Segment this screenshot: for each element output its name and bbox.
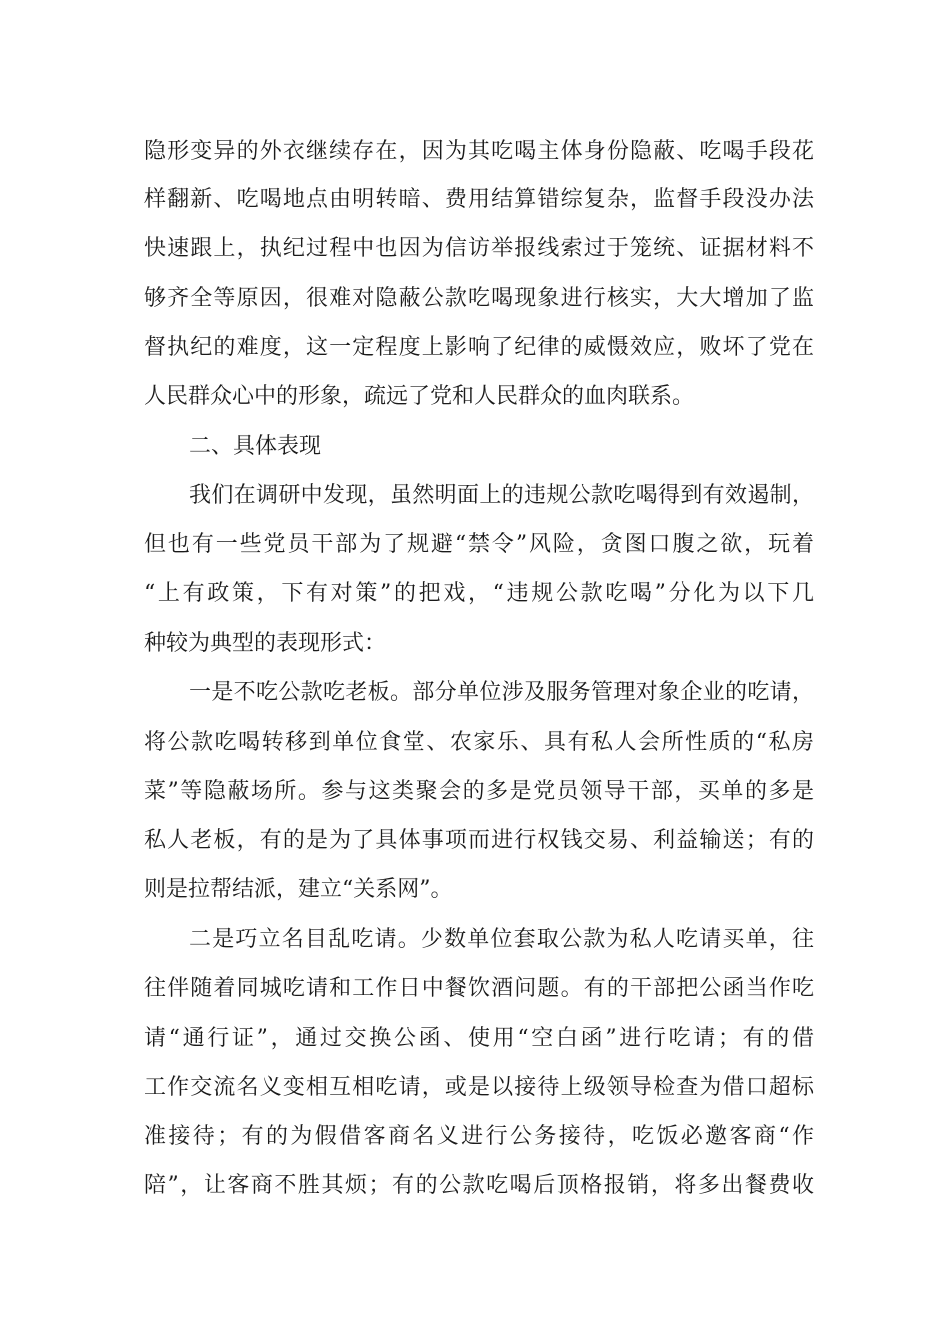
text-line: 够齐全等原因，很难对隐蔽公款吃喝现象进行核实，大大增加了监 xyxy=(144,286,814,311)
text-line: 快速跟上，执纪过程中也因为信访举报线索过于笼统、证据材料不 xyxy=(144,236,814,261)
text-line: 将公款吃喝转移到单位食堂、农家乐、具有私人会所性质的“私房 xyxy=(144,730,814,755)
text-line: 菜”等隐蔽场所。参与这类聚会的多是党员领导干部，买单的多是 xyxy=(144,779,814,804)
text-line: 我们在调研中发现，虽然明面上的违规公款吃喝得到有效遏制， xyxy=(189,483,814,508)
text-line: 准接待；有的为假借客商名义进行公务接待，吃饭必邀客商“作 xyxy=(144,1124,814,1149)
text-line: 私人老板，有的是为了具体事项而进行权钱交易、利益输送；有的 xyxy=(144,828,814,853)
text-line: “上有政策，下有对策”的把戏，“违规公款吃喝”分化为以下几 xyxy=(144,581,814,606)
text-line: 一是不吃公款吃老板。部分单位涉及服务管理对象企业的吃请， xyxy=(189,680,814,705)
text-line: 则是拉帮结派，建立“关系网”。 xyxy=(144,877,453,902)
text-line: 人民群众心中的形象，疏远了党和人民群众的血肉联系。 xyxy=(144,384,695,409)
text-line: 工作交流名义变相互相吃请，或是以接待上级领导检查为借口超标 xyxy=(144,1075,814,1100)
text-line: 督执纪的难度，这一定程度上影响了纪律的威慑效应，败坏了党在 xyxy=(144,335,814,360)
text-line: 二是巧立名目乱吃请。少数单位套取公款为私人吃请买单，往 xyxy=(189,927,814,952)
text-line: 陪”，让客商不胜其烦；有的公款吃喝后顶格报销，将多出餐费收 xyxy=(144,1173,814,1198)
text-line: 但也有一些党员干部为了规避“禁令”风险，贪图口腹之欲，玩着 xyxy=(144,532,814,557)
text-line: 样翻新、吃喝地点由明转暗、费用结算错综复杂，监督手段没办法 xyxy=(144,187,814,212)
text-line: 往伴随着同城吃请和工作日中餐饮酒问题。有的干部把公函当作吃 xyxy=(144,976,814,1001)
text-line: 请“通行证”，通过交换公函、使用“空白函”进行吃请；有的借 xyxy=(144,1026,814,1051)
section-heading: 二、具体表现 xyxy=(189,434,322,459)
text-line: 种较为典型的表现形式： xyxy=(144,631,387,656)
text-line: 隐形变异的外衣继续存在，因为其吃喝主体身份隐蔽、吃喝手段花 xyxy=(144,139,814,164)
